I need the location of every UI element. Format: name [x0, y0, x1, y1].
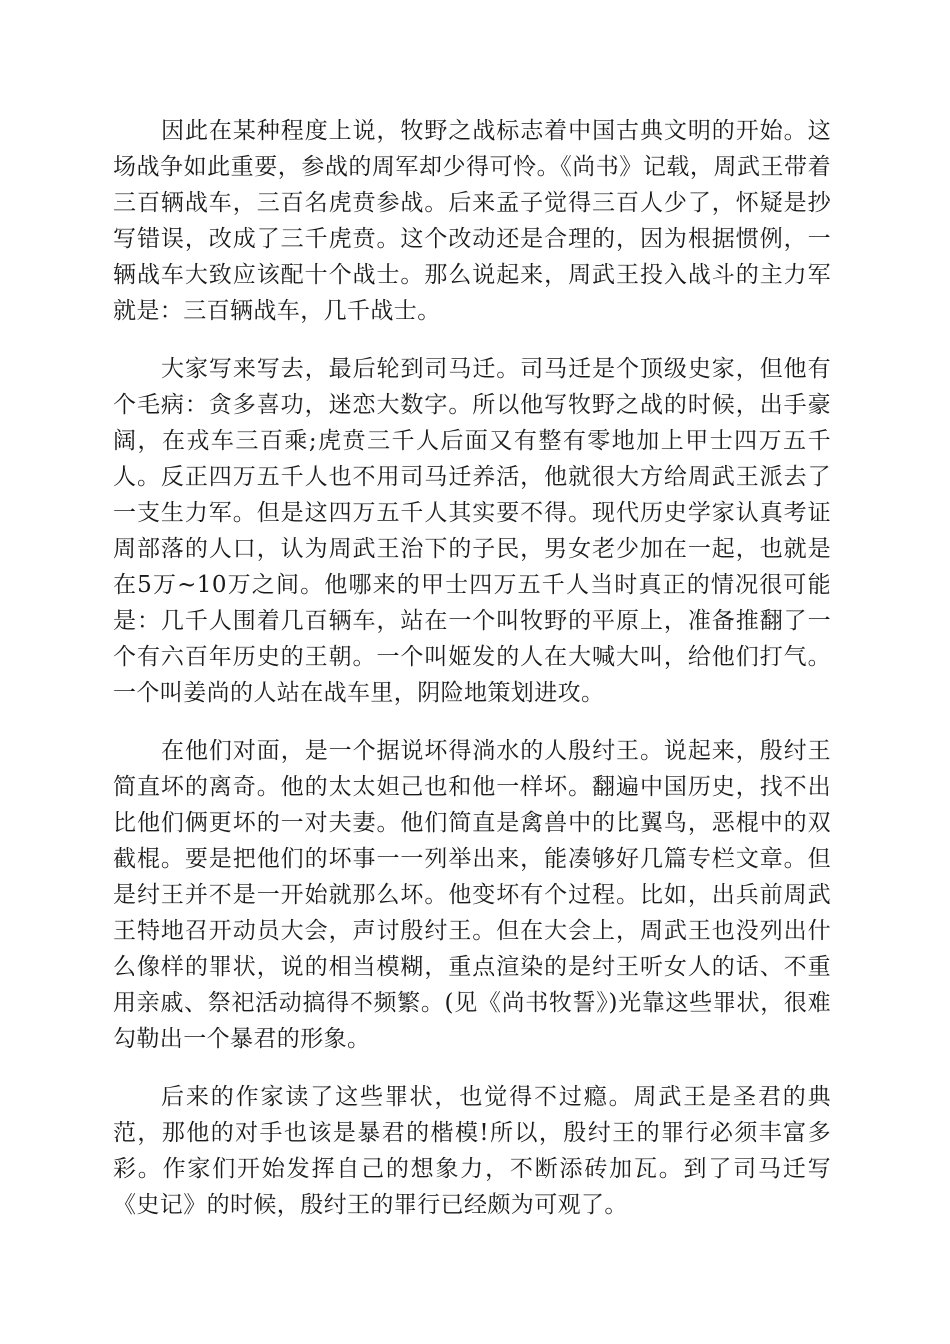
- paragraph-1: 因此在某种程度上说，牧野之战标志着中国古典文明的开始。这场战争如此重要，参战的周军却少得可怜。《尚书》记载，周武王带着三百辆战车，三百名虎贲参战。后来孟子觉得三百人少了，怀疑是抄写错误，改成了三千虎贲。这个改动还是合理的，因为根据惯例，一辆战车大致应该配十个战士。那么说起来，周武王投入战斗的主力军就是：三百辆战车，几千战士。: [113, 118, 831, 324]
- paragraph-3: 在他们对面，是一个据说坏得淌水的人殷纣王。说起来，殷纣王简直坏的离奇。他的太太妲己也和他一样坏。翻遍中国历史，找不出比他们俩更坏的一对夫妻。他们简直是禽兽中的比翼鸟，恶棍中的双截棍。要是把他们的坏事一一列举出来，能凑够好几篇专栏文章。但是纣王并不是一开始就那么坏。他变坏有个过程。比如，出兵前周武王特地召开动员大会，声讨殷纣王。但在大会上，周武王也没列出什么像样的罪状，说的相当模糊，重点渲染的是纣王听女人的话、不重用亲戚、祭祀活动搞得不频繁。(见《尚书牧誓》)光靠这些罪状，很难勾勒出一个暴君的形象。: [113, 738, 831, 1052]
- document-page: [113, 113, 831, 1245]
- paragraph-4: 后来的作家读了这些罪状，也觉得不过瘾。周武王是圣君的典范，那他的对手也该是暴君的楷模!所以，殷纣王的罪行必须丰富多彩。作家们开始发挥自己的想象力，不断添砖加瓦。到了司马迁写《史记》的时候，殷纣王的罪行已经颇为可观了。: [113, 1084, 831, 1218]
- paragraph-2: 大家写来写去，最后轮到司马迁。司马迁是个顶级史家，但他有个毛病：贪多喜功，迷恋大数字。所以他写牧野之战的时候，出手豪阔，在戎车三百乘;虎贲三千人后面又有整有零地加上甲士四万五千人。反正四万五千人也不用司马迁养活，他就很大方给周武王派去了一支生力军。但是这四万五千人其实要不得。现代历史学家认真考证周部落的人口，认为周武王治下的子民，男女老少加在一起，也就是在5万~10万之间。他哪来的甲士四万五千人当时真正的情况很可能是：几千人围着几百辆车，站在一个叫牧野的平原上，准备推翻了一个有六百年历史的王朝。一个叫姬发的人在大喊大叫，给他们打气。一个叫姜尚的人站在战车里，阴险地策划进攻。: [113, 356, 831, 706]
